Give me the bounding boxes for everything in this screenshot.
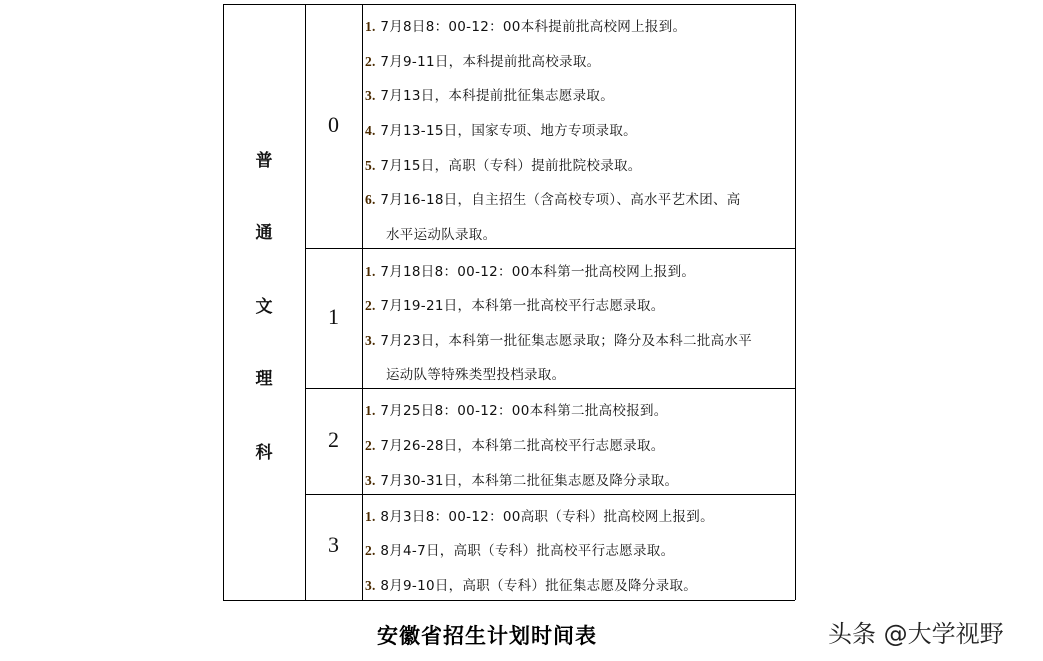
schedule-item: 4. 7月13-15日，国家专项、地方专项录取。	[365, 123, 637, 139]
category-char: 文	[255, 297, 273, 317]
schedule-item-continuation: 运动队等特殊类型投档录取。	[386, 367, 566, 383]
category-cell	[223, 4, 305, 600]
row-divider-1	[305, 248, 795, 249]
batch-number: 0	[328, 112, 339, 137]
table-right-border	[795, 4, 796, 600]
schedule-item: 2. 7月26-28日，本科第二批高校平行志愿录取。	[365, 438, 665, 454]
category-char: 理	[255, 369, 273, 389]
schedule-item: 3. 8月9-10日，高职（专科）批征集志愿及降分录取。	[365, 578, 698, 594]
watermark: 头条 @大学视野	[828, 620, 1004, 648]
row-divider-3	[305, 494, 795, 495]
column-divider-1	[305, 4, 306, 600]
schedule-item: 3. 7月13日，本科提前批征集志愿录取。	[365, 88, 614, 104]
column-divider-2	[362, 4, 363, 600]
schedule-item: 2. 7月9-11日，本科提前批高校录取。	[365, 54, 601, 70]
schedule-item: 1. 7月25日8：00-12：00本科第二批高校报到。	[365, 403, 668, 419]
schedule-item: 1. 8月3日8：00-12：00高职（专科）批高校网上报到。	[365, 509, 714, 525]
table-top-border	[223, 4, 795, 5]
schedule-item: 5. 7月15日，高职（专科）提前批院校录取。	[365, 158, 642, 174]
schedule-item: 3. 7月30-31日，本科第二批征集志愿及降分录取。	[365, 473, 679, 489]
batch-number: 2	[328, 427, 339, 452]
schedule-item: 3. 7月23日，本科第一批征集志愿录取；降分及本科二批高水平	[365, 333, 752, 349]
schedule-item-continuation: 水平运动队录取。	[386, 227, 497, 243]
table-caption: 安徽省招生计划时间表	[377, 624, 597, 648]
row-divider-2	[305, 388, 795, 389]
admission-schedule-table	[223, 4, 795, 600]
category-char: 通	[255, 223, 273, 243]
table-bottom-border	[223, 600, 795, 601]
schedule-item: 1. 7月18日8：00-12：00本科第一批高校网上报到。	[365, 264, 696, 280]
schedule-item: 2. 8月4-7日，高职（专科）批高校平行志愿录取。	[365, 543, 675, 559]
category-char: 科	[255, 443, 273, 463]
schedule-item: 6. 7月16-18日，自主招生（含高校专项）、高水平艺术团、高	[365, 192, 741, 208]
category-char: 普	[255, 151, 273, 171]
batch-number: 3	[328, 532, 339, 557]
schedule-item: 1. 7月8日8：00-12：00本科提前批高校网上报到。	[365, 19, 687, 35]
batch-number: 1	[328, 304, 339, 329]
schedule-item: 2. 7月19-21日，本科第一批高校平行志愿录取。	[365, 298, 665, 314]
